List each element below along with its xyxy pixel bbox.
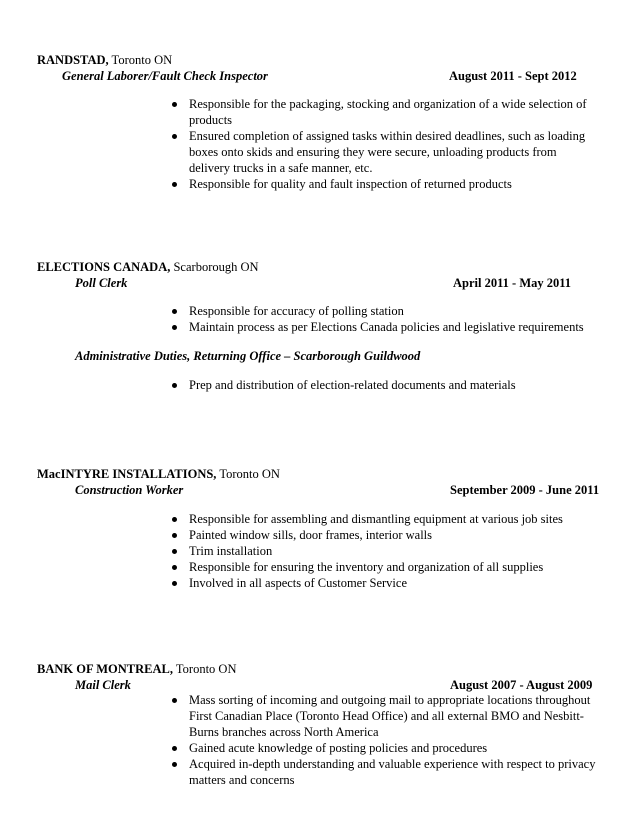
job-dates: August 2007 - August 2009 xyxy=(450,678,593,692)
duty-item: Involved in all aspects of Customer Service xyxy=(172,575,600,591)
duty-item: Trim installation xyxy=(172,543,600,559)
duty-item: Responsible for quality and fault inspection of returned products xyxy=(172,176,592,192)
duty-item: Ensured completion of assigned tasks within desired deadlines, such as loading boxes onto skids and ensuring they were secure, unloading products from delivery trucks in a safe manner, etc. xyxy=(172,128,592,176)
employer-location: Toronto ON xyxy=(216,467,280,481)
sub-role-title: Administrative Duties, Returning Office – Scarborough Guildwood xyxy=(75,349,421,363)
job-title: Poll Clerk xyxy=(75,276,128,290)
duty-item: Acquired in-depth understanding and valuable experience with respect to privacy matters and concerns xyxy=(172,756,600,788)
job-title: Mail Clerk xyxy=(75,678,131,692)
job-title: Construction Worker xyxy=(75,483,184,497)
job-title: General Laborer/Fault Check Inspector xyxy=(62,69,268,83)
employer-name: BANK OF MONTREAL, xyxy=(37,662,173,676)
employer-name: MacINTYRE INSTALLATIONS, xyxy=(37,467,217,481)
employer-location: Toronto ON xyxy=(173,662,237,676)
employer-location: Scarborough ON xyxy=(170,260,259,274)
employer-name: RANDSTAD, xyxy=(37,53,109,67)
job-dates: April 2011 - May 2011 xyxy=(453,276,572,290)
job-dates: August 2011 - Sept 2012 xyxy=(449,69,577,83)
employer-heading xyxy=(37,661,236,677)
duty-item: Mass sorting of incoming and outgoing mail to appropriate locations throughout First Canadian Place (Toronto Head Office) and all external BMO and Nesbitt-Burns branches across North America xyxy=(172,692,600,740)
job-duties-list xyxy=(172,511,600,591)
duty-item: Responsible for assembling and dismantling equipment at various job sites xyxy=(172,511,600,527)
job-duties-list xyxy=(172,96,592,192)
duty-item: Responsible for the packaging, stocking and organization of a wide selection of products xyxy=(172,96,592,128)
job-duties-list xyxy=(172,303,600,335)
employer-location: Toronto ON xyxy=(108,53,173,67)
employer-heading xyxy=(37,466,280,482)
duty-item: Painted window sills, door frames, interior walls xyxy=(172,527,600,543)
duty-item: Responsible for ensuring the inventory and organization of all supplies xyxy=(172,559,600,575)
sub-role-duties-list xyxy=(172,377,600,393)
duty-item: Gained acute knowledge of posting policies and procedures xyxy=(172,740,600,756)
duty-item: Maintain process as per Elections Canada policies and legislative requirements xyxy=(172,319,600,335)
employer-name: ELECTIONS CANADA, xyxy=(37,260,171,274)
duty-item: Responsible for accuracy of polling station xyxy=(172,303,600,319)
job-duties-list xyxy=(172,692,600,788)
job-dates: September 2009 - June 2011 xyxy=(450,483,600,497)
employer-heading xyxy=(37,259,259,275)
duty-item: Prep and distribution of election-related documents and materials xyxy=(172,377,600,393)
employer-heading xyxy=(37,52,172,68)
